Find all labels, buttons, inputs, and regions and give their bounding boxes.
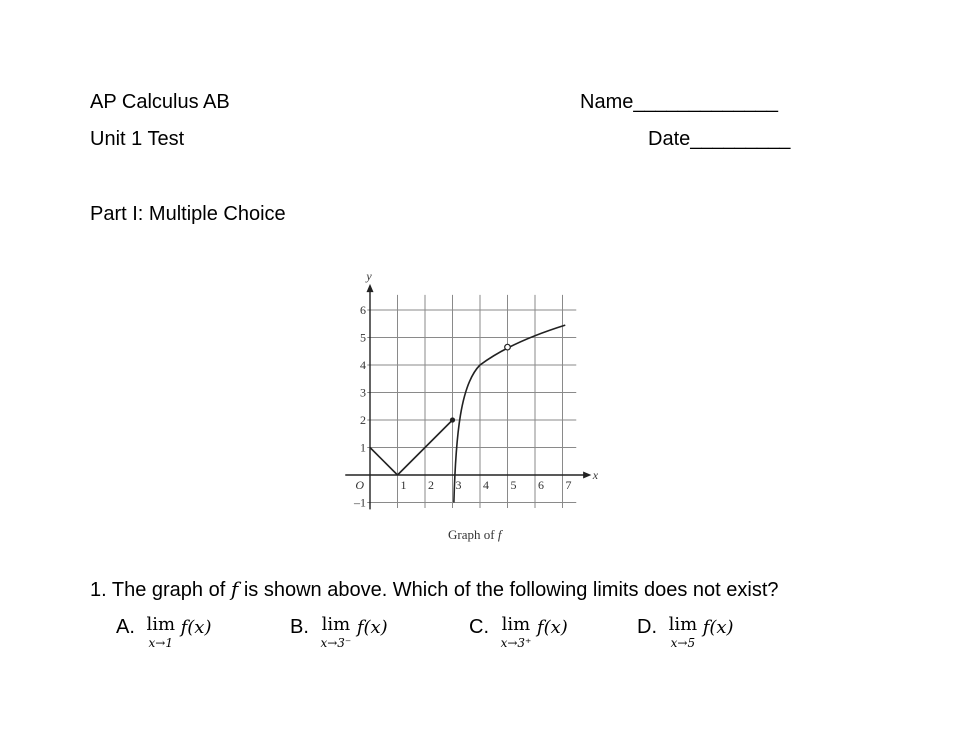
curves [370, 325, 565, 502]
y-tick-label-6: 6 [360, 303, 366, 317]
choice-a-lim: lim x→1 [146, 614, 176, 650]
choice-a-letter: A. [116, 616, 135, 638]
y-tick-label-0: –1 [354, 495, 366, 510]
choice-b[interactable] [290, 616, 388, 649]
closed-point [450, 417, 455, 422]
y-tick-label-5: 5 [360, 330, 366, 345]
choice-d-lim: lim x→5 [668, 614, 698, 650]
choice-d-letter: D. [637, 616, 657, 638]
choice-d-expr: f(x) [702, 617, 734, 638]
y-tick-label-2: 2 [360, 413, 366, 427]
question-rest: is shown above. Which of the following limits does not exist? [243, 579, 779, 601]
section-title: Part I: Multiple Choice [90, 203, 286, 225]
figure-caption: Graph of f [448, 527, 504, 542]
x-tick-label-6: 6 [538, 478, 544, 492]
choice-b-letter: B. [290, 616, 309, 638]
x-tick-label-2: 2 [428, 478, 434, 492]
axes [345, 284, 591, 510]
curve-segment-1 [370, 448, 398, 476]
figure-caption-var: f [497, 527, 502, 542]
y-tick-label-1: 1 [360, 440, 366, 455]
x-tick-label-4: 4 [483, 478, 489, 492]
choice-d[interactable] [637, 616, 734, 649]
open-point [505, 344, 511, 350]
choice-c-expr: f(x) [536, 617, 568, 638]
y-tick-label-3: 3 [360, 385, 366, 400]
date-field[interactable]: Date_________ [648, 128, 791, 150]
question-1 [90, 577, 779, 602]
x-tick-label-5: 5 [510, 478, 517, 492]
choice-c-lim: lim x→3⁺ [500, 614, 532, 650]
y-axis-arrow [367, 284, 374, 292]
x-axis-label: x [592, 468, 599, 482]
x-axis-arrow [583, 472, 591, 479]
course-title: AP Calculus AB [90, 91, 230, 113]
choice-b-lim: lim x→3⁻ [320, 614, 352, 650]
choice-c[interactable] [469, 616, 568, 649]
grid [367, 295, 576, 508]
name-field[interactable]: Name_____________ [580, 91, 778, 113]
question-func: f [230, 577, 239, 601]
choice-c-letter: C. [469, 616, 489, 638]
graph-of-f [340, 266, 600, 548]
choice-a-expr: f(x) [180, 617, 212, 638]
question-lead: 1. The graph of [90, 579, 226, 601]
origin-label: O [355, 478, 364, 492]
curve-log-branch [454, 325, 565, 502]
choice-a[interactable] [116, 616, 211, 649]
unit-title: Unit 1 Test [90, 128, 185, 150]
x-tick-label-3: 3 [455, 478, 462, 492]
y-tick-label-4: 4 [360, 358, 366, 372]
x-tick-label-1: 1 [400, 478, 407, 492]
y-axis-label: y [366, 268, 372, 283]
x-tick-label-7: 7 [565, 478, 572, 492]
choice-b-expr: f(x) [356, 617, 388, 638]
